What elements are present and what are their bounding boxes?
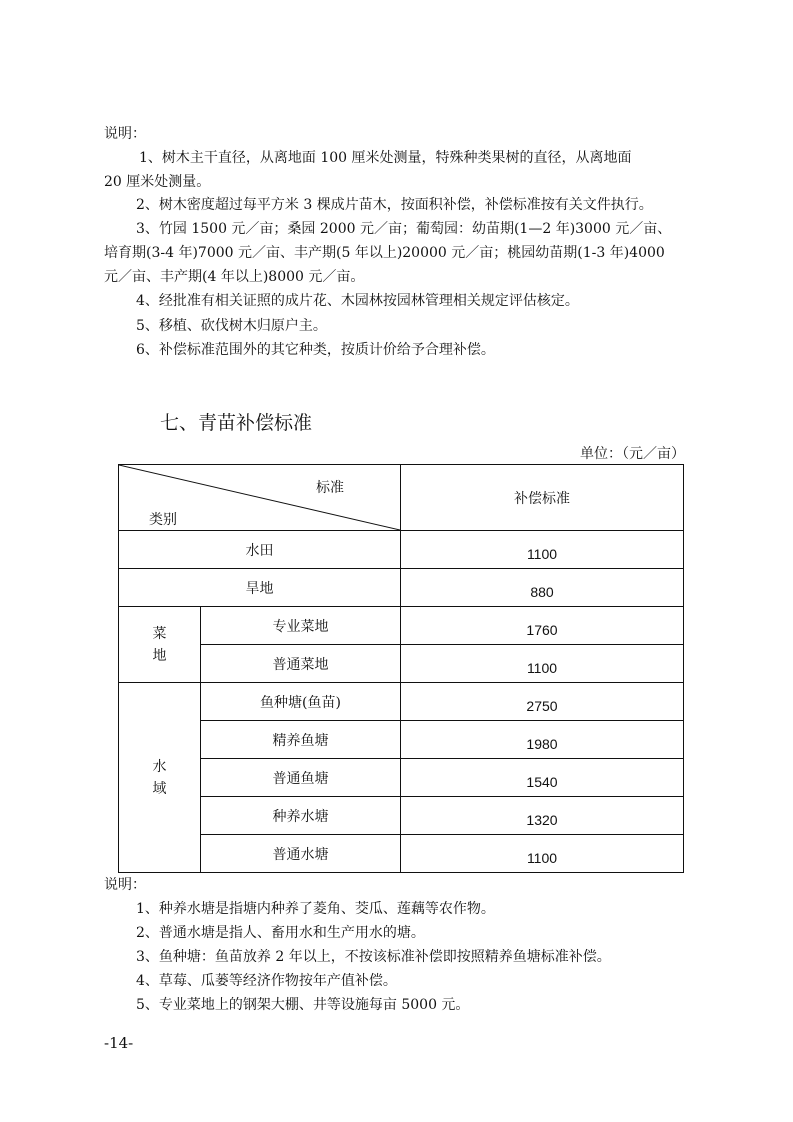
table-row bbox=[119, 797, 684, 835]
note-top-line: 5、移植、砍伐树木归原户主。 bbox=[136, 318, 327, 334]
header-standard-label: 标准 bbox=[316, 480, 344, 496]
note-bottom-line: 3、鱼种塘：鱼苗放养 2 年以上，不按该标准补偿即按照精养鱼塘标准补偿。 bbox=[136, 949, 611, 965]
note-top-line: 2、树木密度超过每平方米 3 棵成片苗木，按面积补偿，补偿标准按有关文件执行。 bbox=[136, 197, 653, 213]
table-row bbox=[119, 683, 684, 721]
header-diagonal-cell bbox=[119, 465, 401, 531]
value-cell: 1540 bbox=[401, 759, 684, 797]
value-cell: 1980 bbox=[401, 721, 684, 759]
note-top-line: 6、补偿标准范围外的其它种类，按质计价给予合理补偿。 bbox=[136, 342, 495, 358]
table-header-row bbox=[119, 465, 684, 531]
group-label-char: 地 bbox=[152, 647, 167, 664]
table-row bbox=[119, 607, 684, 645]
header-compensation-label: 补偿标准 bbox=[401, 465, 684, 531]
table-row bbox=[119, 759, 684, 797]
category-cell: 水田 bbox=[119, 531, 401, 569]
note-top-line: 3、竹园 1500 元／亩；桑园 2000 元／亩；葡萄园：幼苗期(1—2 年)3000 元／亩、 bbox=[136, 221, 672, 237]
note-bottom-line: 1、种养水塘是指塘内种养了菱角、茭瓜、莲藕等农作物。 bbox=[136, 901, 495, 917]
page-number: -14- bbox=[104, 1034, 134, 1052]
table-row bbox=[119, 645, 684, 683]
group-label-vegetable bbox=[119, 607, 201, 683]
table-row bbox=[119, 569, 684, 607]
value-cell: 1100 bbox=[401, 835, 684, 873]
subcategory-cell: 精养鱼塘 bbox=[201, 721, 401, 759]
value-cell: 1320 bbox=[401, 797, 684, 835]
group-label-char: 菜 bbox=[152, 625, 167, 642]
notes-top-heading: 说明： bbox=[104, 126, 146, 142]
subcategory-cell: 普通菜地 bbox=[201, 645, 401, 683]
table-row bbox=[119, 721, 684, 759]
subcategory-cell: 专业菜地 bbox=[201, 607, 401, 645]
header-category-label: 类别 bbox=[149, 512, 177, 528]
value-cell: 1100 bbox=[401, 531, 684, 569]
note-bottom-line: 5、专业菜地上的钢架大棚、井等设施每亩 5000 元。 bbox=[136, 997, 470, 1013]
category-cell: 旱地 bbox=[119, 569, 401, 607]
unit-label: 单位：（元／亩） bbox=[580, 446, 685, 462]
subcategory-cell: 种养水塘 bbox=[201, 797, 401, 835]
compensation-table bbox=[118, 464, 684, 873]
group-label-water bbox=[119, 683, 201, 873]
subcategory-cell: 鱼种塘(鱼苗) bbox=[201, 683, 401, 721]
group-label-char: 水 bbox=[152, 758, 167, 775]
section-title: 七、青苗补偿标准 bbox=[160, 412, 313, 434]
value-cell: 880 bbox=[401, 569, 684, 607]
notes-bottom-heading: 说明： bbox=[104, 877, 146, 893]
table-row bbox=[119, 531, 684, 569]
note-top-line: 培育期(3-4 年)7000 元／亩、丰产期(5 年以上)20000 元／亩；桃园幼苗期(1-3 年)4000 bbox=[104, 245, 665, 261]
group-label-char: 域 bbox=[152, 780, 167, 797]
note-top-line: 20 厘米处测量。 bbox=[104, 174, 211, 190]
subcategory-cell: 普通鱼塘 bbox=[201, 759, 401, 797]
note-bottom-line: 2、普通水塘是指人、畜用水和生产用水的塘。 bbox=[136, 925, 425, 941]
note-top-line: 元／亩、丰产期(4 年以上)8000 元／亩。 bbox=[104, 269, 365, 285]
value-cell: 1760 bbox=[401, 607, 684, 645]
subcategory-cell: 普通水塘 bbox=[201, 835, 401, 873]
value-cell: 1100 bbox=[401, 645, 684, 683]
table-row bbox=[119, 835, 684, 873]
note-top-line: 4、经批准有相关证照的成片花、木园林按园林管理相关规定评估核定。 bbox=[136, 293, 579, 309]
note-bottom-line: 4、草莓、瓜蒌等经济作物按年产值补偿。 bbox=[136, 973, 397, 989]
note-top-line: 1、树木主干直径，从离地面 100 厘米处测量，特殊种类果树的直径，从离地面 bbox=[139, 150, 632, 166]
value-cell: 2750 bbox=[401, 683, 684, 721]
